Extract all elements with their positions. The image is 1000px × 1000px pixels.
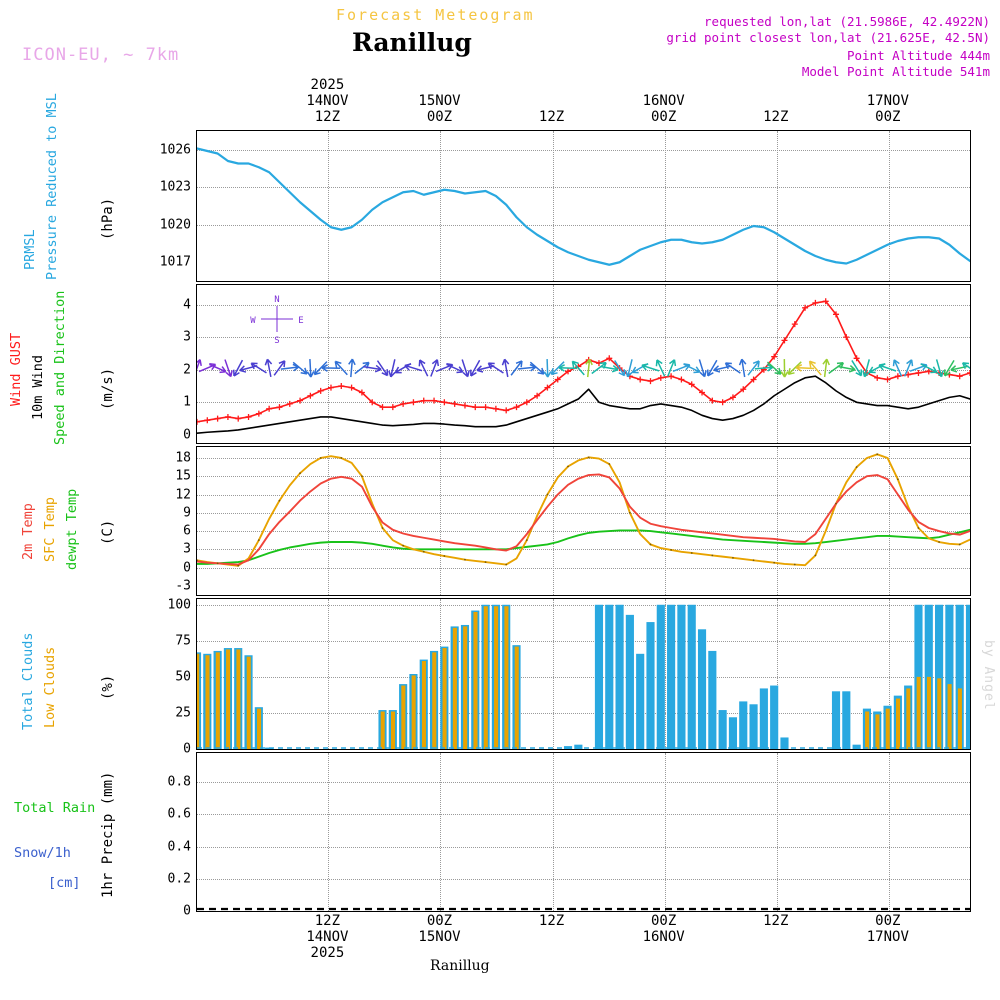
wind-direction-arrow	[264, 359, 274, 378]
low-clouds-bar	[927, 677, 931, 749]
wind-direction-arrow	[631, 361, 650, 375]
total-clouds-bar	[760, 688, 768, 749]
y-tick-label: 0.8	[167, 774, 191, 790]
low-clouds-bar	[432, 652, 436, 749]
low-clouds-bar	[236, 649, 240, 749]
point-altitude: Point Altitude 444m	[847, 48, 990, 63]
y-tick-label: 3	[183, 329, 191, 345]
total-rain-axis-title: Total Rain	[14, 800, 96, 816]
y-tick-label: 3	[183, 541, 191, 557]
time-tick-label: 00Z 15NOV	[418, 913, 461, 945]
wind-direction-arrow	[724, 360, 743, 375]
y-tick-label: 25	[175, 705, 191, 721]
wind-direction-arrow	[468, 359, 482, 378]
low-clouds-bar	[205, 655, 209, 749]
bottom-caption: Ranillug	[430, 958, 490, 974]
low-clouds-bar	[247, 657, 251, 749]
y-tick-label: 1017	[159, 254, 191, 270]
bottom-time-axis	[196, 914, 971, 974]
time-tick-label: 16NOV 00Z	[642, 93, 685, 125]
low-clouds-bar	[917, 677, 921, 749]
low-clouds-bar	[412, 675, 416, 749]
low-clouds-bar	[381, 712, 385, 750]
low-clouds-bar	[443, 648, 447, 749]
temp-sfc-axis-title: SFC Temp	[42, 496, 58, 562]
plot-canvas	[197, 599, 970, 749]
watermark: by Angel	[981, 640, 996, 711]
temp-panel	[175, 446, 971, 596]
y-tick-label: 6	[183, 523, 191, 539]
total-clouds-bar	[832, 691, 840, 749]
page-title: Ranillug	[352, 28, 472, 57]
wind-direction-arrow	[705, 359, 720, 378]
total-clouds-bar	[966, 605, 970, 749]
temp-axis-unit: (C)	[100, 519, 116, 545]
total-clouds-bar	[626, 615, 634, 749]
wind-direction-arrow	[487, 360, 506, 375]
low-clouds-bar	[515, 647, 519, 749]
low-clouds-bar	[865, 712, 869, 750]
low-clouds-axis-title: Low Clouds	[42, 646, 58, 728]
total-clouds-bar	[595, 605, 603, 749]
low-clouds-bar	[391, 712, 395, 750]
total-clouds-axis-title: Total Clouds	[20, 632, 36, 730]
low-clouds-bar	[948, 684, 952, 749]
time-tick-label: 00Z 17NOV	[866, 913, 909, 945]
model-label: ICON-EU, ~ 7km	[22, 45, 180, 65]
time-tick-label: 12Z	[763, 913, 789, 929]
wind-direction-arrow	[197, 359, 203, 378]
y-tick-label: 0	[183, 560, 191, 576]
total-clouds-bar	[698, 629, 706, 749]
time-tick-label: 00Z 16NOV	[642, 913, 685, 945]
y-tick-label: 2	[183, 362, 191, 378]
y-tick-label: 1026	[159, 142, 191, 158]
y-tick-label: 4	[183, 297, 191, 313]
plot-canvas	[197, 447, 970, 595]
wind-direction-arrow	[821, 359, 830, 378]
y-tick-label: 100	[167, 597, 191, 613]
time-tick-label: 12Z	[763, 109, 789, 125]
plot-canvas	[197, 753, 970, 911]
total-clouds-bar	[657, 605, 665, 749]
low-clouds-bar	[494, 606, 498, 749]
total-clouds-bar	[688, 605, 696, 749]
total-clouds-bar	[739, 701, 747, 749]
plot-canvas	[197, 285, 970, 443]
low-clouds-bar	[906, 688, 910, 749]
wind-direction-arrow	[428, 359, 440, 378]
y-tick-label: 18	[175, 450, 191, 466]
low-clouds-bar	[484, 606, 488, 749]
low-clouds-bar	[401, 686, 405, 749]
time-tick-label: 2025 14NOV 12Z	[306, 77, 349, 125]
total-clouds-bar	[708, 651, 716, 749]
low-clouds-bar	[896, 699, 900, 749]
wind-direction-arrow	[348, 359, 356, 377]
wind-compass-legend	[250, 295, 303, 346]
pressure-axis-subtitle: Pressure Reduced to MSL	[44, 93, 60, 280]
total-clouds-bar	[677, 605, 685, 749]
total-clouds-bar	[842, 691, 850, 749]
y-tick-label: 1020	[159, 217, 191, 233]
wind-speeddir-axis-title: Speed and Direction	[52, 290, 68, 445]
low-clouds-bar	[257, 709, 261, 749]
temp-2m-axis-title: 2m Temp	[20, 503, 36, 560]
svg-text:W: W	[250, 316, 256, 326]
low-clouds-bar	[216, 652, 220, 749]
top-time-axis	[196, 78, 971, 128]
total-clouds-bar	[770, 686, 778, 749]
y-tick-label: 75	[175, 633, 191, 649]
wind-direction-arrow	[950, 363, 969, 373]
wind-direction-arrow	[388, 359, 398, 378]
wind-direction-arrow	[934, 359, 945, 378]
low-clouds-bar	[937, 678, 941, 749]
y-tick-label: 0	[183, 427, 191, 443]
wind-direction-arrow	[417, 359, 431, 378]
requested-coords: requested lon,lat (21.5986E, 42.4922N)	[704, 14, 990, 29]
wind-direction-arrow	[476, 363, 495, 374]
wind-direction-arrow	[796, 364, 814, 371]
total-clouds-bar	[605, 605, 613, 749]
y-tick-label: 9	[183, 505, 191, 521]
y-tick-label: 50	[175, 669, 191, 685]
y-tick-label: 12	[175, 487, 191, 502]
plot-canvas	[197, 131, 970, 281]
precip-axis-unit: 1hr Precip (mm)	[100, 771, 116, 898]
wind-axis-unit: (m/s)	[100, 367, 116, 410]
wind-direction-arrow	[250, 361, 269, 376]
y-tick-label: 0.4	[167, 839, 191, 854]
pressure-axis-unit: (hPa)	[100, 197, 116, 240]
temp-dewpt-axis-title: dewpt Temp	[64, 488, 80, 570]
forecast-meteogram-label: Forecast Meteogram	[336, 6, 535, 24]
wind-direction-arrow	[654, 359, 667, 378]
total-clouds-bar	[616, 605, 624, 749]
precip-panel	[167, 752, 971, 919]
wind-panel	[183, 284, 971, 444]
wind-direction-arrow	[322, 365, 340, 372]
wind-direction-arrow	[781, 359, 788, 377]
time-tick-label: 15NOV 00Z	[418, 93, 461, 125]
wind-direction-arrow	[682, 361, 701, 375]
svg-text:S: S	[274, 336, 280, 346]
wind-direction-arrow	[849, 359, 864, 378]
low-clouds-bar	[226, 649, 230, 749]
y-tick-label: 15	[175, 468, 191, 484]
time-tick-label: 17NOV 00Z	[866, 93, 909, 125]
y-tick-label: 1023	[159, 179, 191, 195]
clouds-axis-unit: (%)	[100, 674, 116, 700]
clouds-panel	[167, 597, 971, 757]
time-tick-label: 12Z	[538, 109, 565, 125]
snow-axis-title: Snow/1h	[14, 845, 71, 861]
time-tick-label: 12Z	[538, 913, 565, 929]
low-clouds-bar	[422, 661, 426, 749]
low-clouds-bar	[473, 612, 477, 749]
low-clouds-bar	[875, 714, 879, 749]
time-tick-label: 12Z 14NOV 2025	[306, 913, 349, 961]
wind-10m-axis-title: 10m Wind	[30, 354, 46, 420]
y-tick-label: 0.6	[167, 806, 191, 822]
svg-text:N: N	[274, 295, 280, 305]
total-clouds-bar	[749, 704, 757, 749]
y-tick-label: 1	[183, 394, 191, 410]
low-clouds-bar	[463, 626, 467, 749]
low-clouds-bar	[197, 654, 199, 749]
total-clouds-bar	[729, 717, 737, 749]
total-clouds-bar	[636, 654, 644, 749]
snow-unit-label: [cm]	[48, 875, 81, 891]
low-clouds-bar	[504, 606, 508, 749]
pressure-axis-title: PRMSL	[22, 229, 38, 270]
low-clouds-bar	[453, 628, 457, 749]
wind-direction-arrow	[739, 359, 748, 378]
y-tick-label: 0	[183, 741, 191, 757]
wind-direction-arrow	[625, 359, 636, 378]
wind-direction-arrow	[713, 363, 732, 373]
total-clouds-bar	[719, 710, 727, 749]
gridpoint-coords: grid point closest lon,lat (21.625E, 42.5N)	[666, 30, 990, 45]
low-clouds-bar	[958, 688, 962, 749]
svg-text:E: E	[298, 316, 304, 326]
low-clouds-bar	[886, 709, 890, 749]
wind-direction-arrow	[868, 361, 887, 375]
model-point-altitude: Model Point Altitude 541m	[801, 64, 990, 79]
wind-direction-arrow	[394, 361, 413, 376]
total-clouds-bar	[667, 605, 675, 749]
total-clouds-bar	[646, 622, 654, 749]
wind-direction-arrow	[239, 363, 258, 374]
wind-direction-arrow	[612, 359, 627, 378]
wind-direction-arrow	[307, 359, 314, 377]
wind-direction-arrow	[501, 359, 510, 378]
pressure-panel	[159, 130, 971, 282]
y-tick-label: 0	[183, 903, 191, 919]
wind-direction-arrow	[375, 359, 390, 378]
wind-direction-arrow	[544, 359, 551, 377]
y-tick-label: 0.2	[167, 871, 191, 887]
wind-gust-axis-title: Wind GUST	[8, 332, 24, 406]
y-tick-label: -3	[175, 578, 191, 594]
